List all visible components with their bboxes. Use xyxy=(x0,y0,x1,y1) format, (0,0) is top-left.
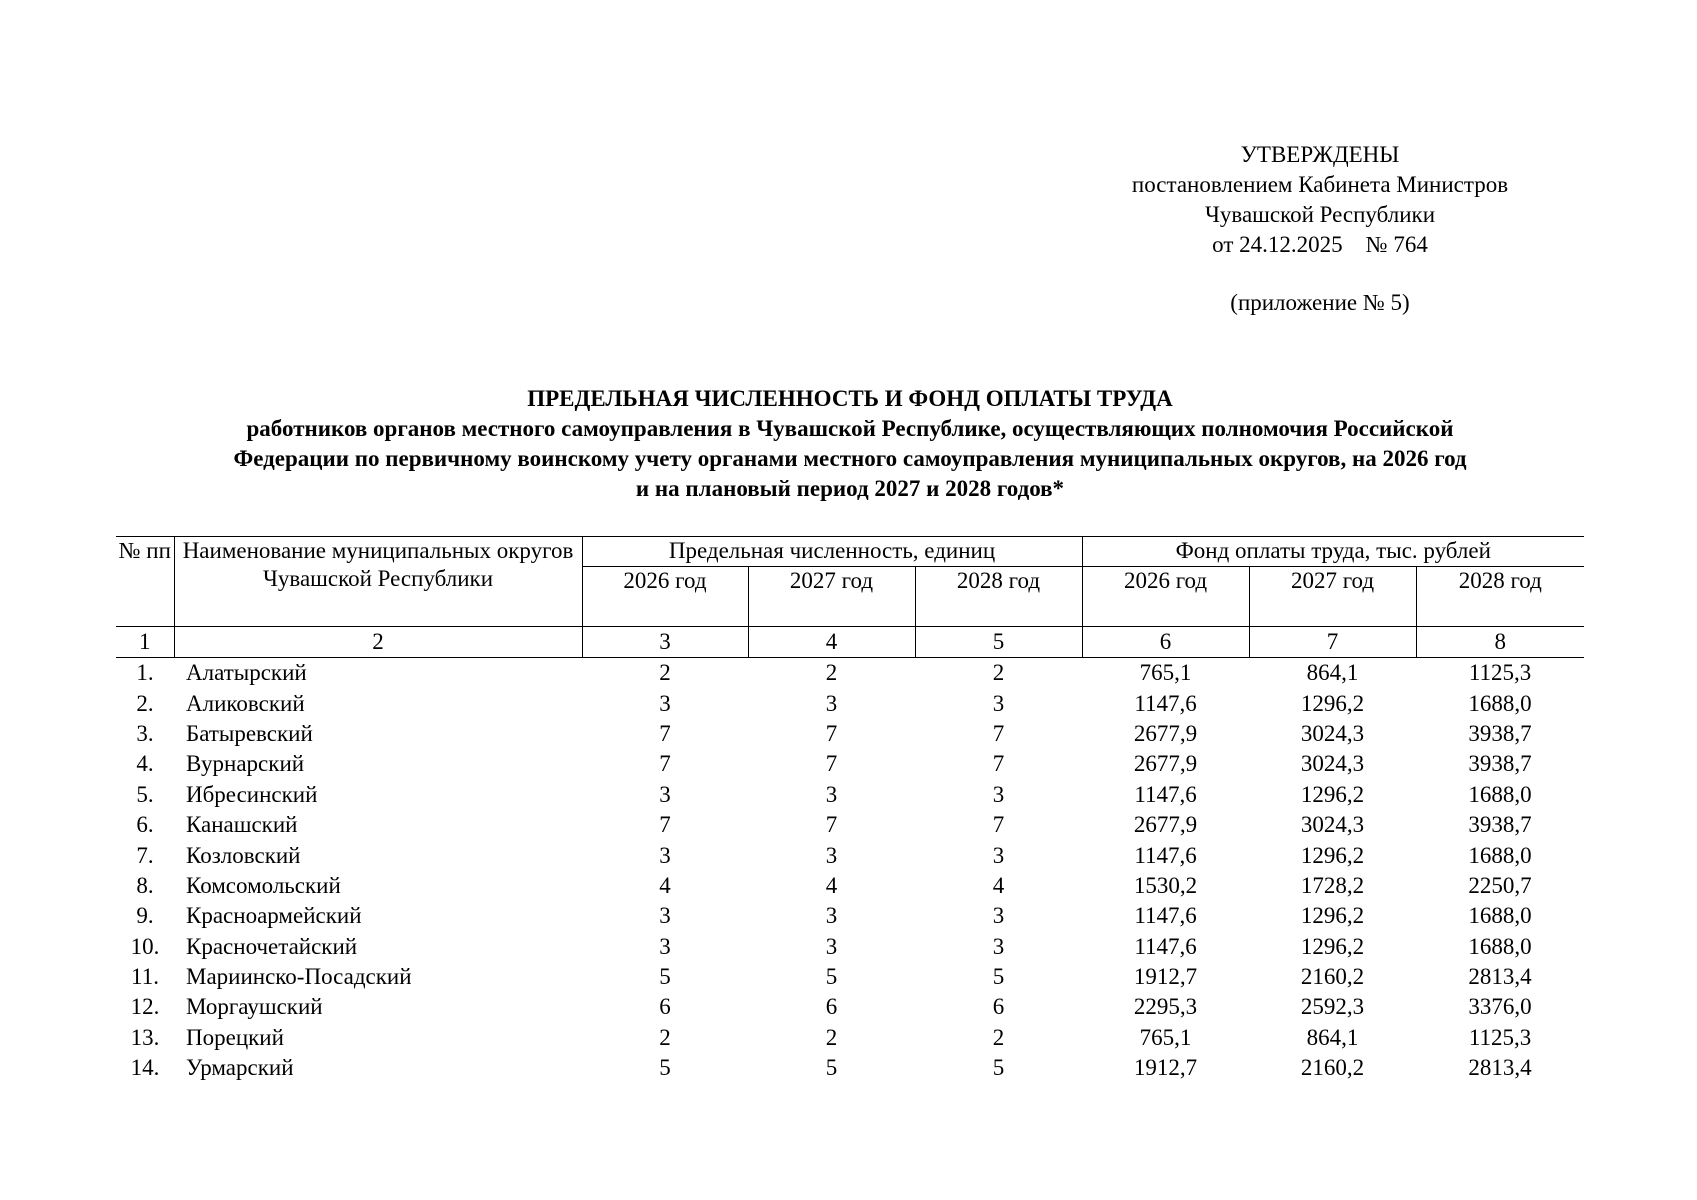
headcount-cell: 7 xyxy=(992,720,1005,746)
payroll-cell: 2250,7 xyxy=(1468,872,1532,898)
payroll-cell: 3024,3 xyxy=(1300,720,1365,746)
payroll-cell: 3024,3 xyxy=(1300,751,1365,777)
column-number: 4 xyxy=(748,627,915,658)
district-name: Аликовский xyxy=(186,690,305,716)
payroll-cell: 864,1 xyxy=(1306,1024,1359,1050)
header-year: 2028 год xyxy=(915,567,1082,627)
headcount-cell: 5 xyxy=(992,1055,1005,1081)
payroll-cell: 2813,4 xyxy=(1468,1055,1532,1081)
row-number: 14. xyxy=(130,1055,160,1081)
payroll-cell: 2295,3 xyxy=(1133,994,1198,1020)
headcount-cell: 7 xyxy=(659,720,671,746)
headcount-cell: 7 xyxy=(992,812,1005,838)
payroll-cell: 1147,6 xyxy=(1134,933,1197,959)
row-number: 8. xyxy=(136,872,154,898)
payroll-cell: 1296,2 xyxy=(1300,933,1365,959)
table-row xyxy=(116,992,1584,1022)
headcount-cell: 3 xyxy=(659,933,671,959)
table-row xyxy=(116,932,1584,962)
headcount-cell: 4 xyxy=(825,872,838,898)
headcount-cell: 3 xyxy=(825,690,838,716)
payroll-cell: 1296,2 xyxy=(1300,690,1365,716)
payroll-cell: 1688,0 xyxy=(1468,781,1532,807)
district-name: Алатырский xyxy=(186,660,307,686)
column-number: 6 xyxy=(1082,627,1249,658)
district-name: Вурнарский xyxy=(186,751,305,777)
appendix-label: (приложение № 5) xyxy=(1230,290,1410,315)
column-number: 3 xyxy=(582,627,748,658)
district-name: Красночетайский xyxy=(186,933,358,959)
header-year: 2028 год xyxy=(1416,567,1584,627)
payroll-cell: 1147,6 xyxy=(1134,903,1197,929)
headcount-cell: 3 xyxy=(992,842,1005,868)
header-name: Наименование муниципальных округов Чувашской Республики xyxy=(174,537,582,627)
headcount-cell: 5 xyxy=(992,964,1005,990)
headcount-cell: 4 xyxy=(992,872,1005,898)
header-headcount-group: Предельная численность, единиц xyxy=(582,537,1082,567)
headcount-cell: 3 xyxy=(659,690,671,716)
district-name: Батыревский xyxy=(186,720,313,746)
table-row xyxy=(116,1023,1584,1053)
payroll-cell: 3938,7 xyxy=(1468,751,1532,777)
payroll-cell: 3376,0 xyxy=(1468,994,1532,1020)
payroll-cell: 2677,9 xyxy=(1133,720,1198,746)
district-name: Канашский xyxy=(186,812,298,838)
row-number: 9. xyxy=(136,903,154,929)
document-title xyxy=(100,384,1600,504)
payroll-cell: 864,1 xyxy=(1306,660,1359,686)
table-row xyxy=(116,1053,1584,1083)
headcount-cell: 3 xyxy=(659,781,671,807)
approval-line: постановлением Кабинета Министров xyxy=(1131,172,1509,197)
table-row xyxy=(116,780,1584,810)
headcount-cell: 6 xyxy=(992,994,1005,1020)
title-line: и на плановый период 2027 и 2028 годов* xyxy=(635,476,1065,501)
headcount-cell: 2 xyxy=(825,1024,838,1050)
table-row xyxy=(116,962,1584,992)
headcount-cell: 2 xyxy=(659,1024,671,1050)
payroll-cell: 1688,0 xyxy=(1468,842,1532,868)
row-number: 13. xyxy=(130,1024,160,1050)
headcount-cell: 3 xyxy=(992,933,1005,959)
payroll-cell: 1688,0 xyxy=(1468,903,1532,929)
payroll-cell: 1728,2 xyxy=(1300,872,1365,898)
district-name: Урмарский xyxy=(186,1055,294,1081)
headcount-cell: 5 xyxy=(825,964,838,990)
payroll-cell: 765,1 xyxy=(1139,660,1192,686)
table-body xyxy=(116,658,1584,1084)
row-number: 7. xyxy=(136,842,154,868)
header-payroll-group: Фонд оплаты труда, тыс. рублей xyxy=(1082,537,1584,567)
headcount-cell: 7 xyxy=(825,812,838,838)
payroll-cell: 2160,2 xyxy=(1300,1055,1365,1081)
table-row xyxy=(116,901,1584,931)
payroll-cell: 1147,6 xyxy=(1134,842,1197,868)
payroll-cell: 3024,3 xyxy=(1300,812,1365,838)
headcount-cell: 6 xyxy=(659,994,671,1020)
header-year: 2027 год xyxy=(748,567,915,627)
row-number: 10. xyxy=(130,933,160,959)
payroll-cell: 1125,3 xyxy=(1468,1024,1532,1050)
headcount-cell: 3 xyxy=(659,842,671,868)
row-number: 1. xyxy=(136,660,154,686)
headcount-cell: 7 xyxy=(659,751,671,777)
payroll-cell: 2677,9 xyxy=(1133,812,1198,838)
payroll-cell: 3938,7 xyxy=(1468,812,1532,838)
headcount-cell: 3 xyxy=(992,690,1005,716)
headcount-cell: 3 xyxy=(825,781,838,807)
table-row xyxy=(116,658,1584,689)
payroll-cell: 1296,2 xyxy=(1300,781,1365,807)
title-line: ПРЕДЕЛЬНАЯ ЧИСЛЕННОСТЬ И ФОНД ОПЛАТЫ ТРУДА xyxy=(527,386,1173,411)
header-number: № пп xyxy=(116,537,174,627)
district-name: Красноармейский xyxy=(186,903,362,929)
district-name: Порецкий xyxy=(186,1024,284,1050)
payroll-cell: 1296,2 xyxy=(1300,903,1365,929)
payroll-cell: 1530,2 xyxy=(1133,872,1198,898)
row-number: 5. xyxy=(136,781,154,807)
row-number: 4. xyxy=(136,751,154,777)
headcount-cell: 6 xyxy=(825,994,838,1020)
approval-stamp xyxy=(1050,140,1590,318)
column-number: 5 xyxy=(915,627,1082,658)
payroll-cell: 1147,6 xyxy=(1134,781,1197,807)
table-row xyxy=(116,810,1584,840)
headcount-cell: 5 xyxy=(659,1055,671,1081)
approval-heading: УТВЕРЖДЕНЫ xyxy=(1240,142,1400,167)
headcount-cell: 3 xyxy=(825,933,838,959)
headcount-cell: 3 xyxy=(992,781,1005,807)
district-name: Моргаушский xyxy=(186,994,323,1020)
district-name: Мариинско-Посадский xyxy=(186,964,412,990)
table-row xyxy=(116,749,1584,779)
table-row xyxy=(116,688,1584,718)
payroll-cell: 2813,4 xyxy=(1468,964,1532,990)
title-line: Федерации по первичному воинскому учету органами местного самоуправления муниципальных округов, на 2026 год xyxy=(233,446,1467,471)
headcount-cell: 5 xyxy=(659,964,671,990)
headcount-cell: 7 xyxy=(659,812,671,838)
row-number: 11. xyxy=(131,964,159,990)
headcount-cell: 2 xyxy=(659,660,671,686)
headcount-cell: 3 xyxy=(992,903,1005,929)
payroll-cell: 1296,2 xyxy=(1300,842,1365,868)
headcount-cell: 2 xyxy=(992,1024,1005,1050)
headcount-cell: 5 xyxy=(825,1055,838,1081)
headcount-cell: 2 xyxy=(825,660,838,686)
column-number: 7 xyxy=(1249,627,1416,658)
payroll-cell: 2677,9 xyxy=(1133,751,1198,777)
payroll-cell: 2160,2 xyxy=(1300,964,1365,990)
headcount-cell: 7 xyxy=(992,751,1005,777)
headcount-cell: 3 xyxy=(659,903,671,929)
approval-date-number: от 24.12.2025 № 764 xyxy=(1212,232,1428,257)
payroll-cell: 2592,3 xyxy=(1300,994,1365,1020)
row-number: 2. xyxy=(136,690,154,716)
row-number: 6. xyxy=(136,812,154,838)
table-row xyxy=(116,840,1584,870)
headcount-cell: 3 xyxy=(825,842,838,868)
header-year: 2026 год xyxy=(1082,567,1249,627)
table-row xyxy=(116,719,1584,749)
column-number: 8 xyxy=(1416,627,1584,658)
column-number: 1 xyxy=(116,627,174,658)
payroll-cell: 1912,7 xyxy=(1133,1055,1198,1081)
payroll-cell: 1688,0 xyxy=(1468,690,1532,716)
district-name: Комсомольский xyxy=(186,872,341,898)
table-row xyxy=(116,871,1584,901)
payroll-cell: 1125,3 xyxy=(1468,660,1532,686)
headcount-cell: 4 xyxy=(659,872,671,898)
payroll-cell: 1147,6 xyxy=(1134,690,1197,716)
district-name: Ибресинский xyxy=(186,781,318,807)
header-year: 2027 год xyxy=(1249,567,1416,627)
payroll-cell: 3938,7 xyxy=(1468,720,1532,746)
district-name: Козловский xyxy=(186,842,301,868)
column-number: 2 xyxy=(174,627,582,658)
headcount-cell: 7 xyxy=(825,720,838,746)
approval-line: Чувашской Республики xyxy=(1204,202,1436,227)
header-year: 2026 год xyxy=(582,567,748,627)
payroll-cell: 765,1 xyxy=(1139,1024,1192,1050)
headcount-cell: 2 xyxy=(992,660,1005,686)
row-number: 3. xyxy=(136,720,154,746)
payroll-cell: 1688,0 xyxy=(1468,933,1532,959)
row-number: 12. xyxy=(130,994,160,1020)
title-line: работников органов местного самоуправления в Чувашской Республике, осуществляющих полномочия Российской xyxy=(246,416,1454,441)
payroll-cell: 1912,7 xyxy=(1133,964,1198,990)
data-table xyxy=(116,536,1584,1083)
headcount-cell: 3 xyxy=(825,903,838,929)
headcount-cell: 7 xyxy=(825,751,838,777)
